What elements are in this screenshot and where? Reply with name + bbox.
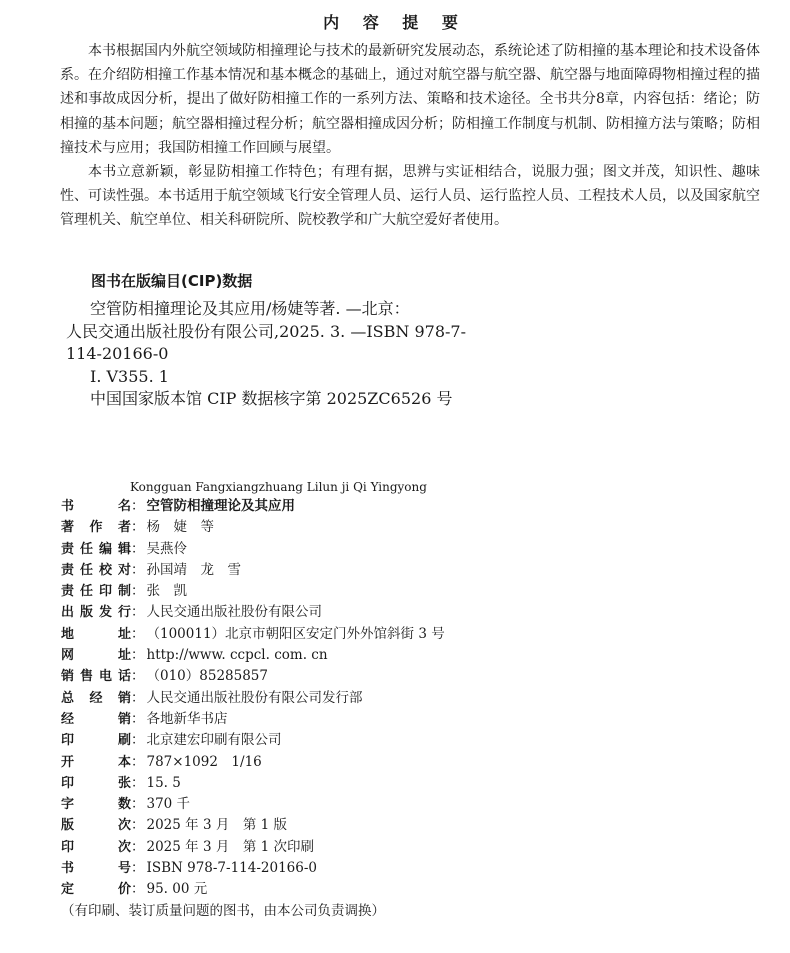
- info-label-char: 责: [61, 541, 75, 557]
- info-colon: ：: [131, 774, 145, 791]
- info-label-char: 本: [117, 754, 131, 770]
- page-title: 内 容 提 要: [323, 13, 467, 32]
- info-value: 787×1092 1/16: [146, 753, 262, 770]
- info-value: 北京建宏印刷有限公司: [146, 732, 282, 749]
- info-value: 95. 00 元: [146, 881, 208, 898]
- info-value: （010）85285857: [146, 668, 268, 685]
- info-row: [61, 794, 761, 815]
- info-label-char: 校: [98, 562, 112, 578]
- info-colon: ：: [131, 668, 145, 685]
- info-label: [61, 794, 131, 815]
- info-label: [61, 837, 131, 858]
- info-label-char: 版: [79, 605, 93, 621]
- info-row: [61, 752, 761, 773]
- cip-line: 人民交通出版社股份有限公司,2025. 3. —ISBN 978-7-: [66, 321, 466, 341]
- cip-line: 空管防相撞理论及其应用/杨婕等著. —北京：: [90, 299, 410, 318]
- info-row: [61, 581, 761, 602]
- info-label: [61, 773, 131, 794]
- info-label: [61, 858, 131, 879]
- info-colon: ：: [131, 583, 145, 600]
- info-label: [61, 752, 131, 773]
- info-label-char: 张: [117, 775, 131, 791]
- info-row: [61, 730, 761, 751]
- info-label-char: 制: [117, 584, 131, 600]
- info-label-char: 行: [117, 605, 131, 621]
- info-colon: ：: [131, 796, 145, 813]
- cip-line: 中国国家版本馆 CIP 数据核字第 2025ZC6526 号: [90, 389, 453, 409]
- info-label: [61, 539, 131, 560]
- info-row: [61, 517, 761, 538]
- info-colon: ：: [131, 625, 145, 642]
- info-label-char: 责: [61, 562, 75, 578]
- info-value: 2025 年 3 月 第 1 次印刷: [146, 838, 314, 855]
- info-label: [61, 496, 131, 517]
- info-label: [61, 709, 131, 730]
- info-value: ISBN 978-7-114-20166-0: [146, 860, 318, 877]
- info-label-char: 辑: [117, 541, 131, 557]
- info-label: [61, 560, 131, 581]
- info-label: [61, 645, 131, 666]
- info-label-char: 任: [79, 541, 93, 557]
- cip-record: [66, 298, 466, 411]
- info-value: http://www. ccpcl. com. cn: [146, 647, 328, 664]
- info-label-char: 电: [98, 669, 112, 685]
- info-row: [61, 815, 761, 836]
- info-label-char: 号: [117, 861, 131, 877]
- info-label: [61, 602, 131, 623]
- info-row: [61, 624, 761, 645]
- info-row: [61, 539, 761, 560]
- info-label: [61, 730, 131, 751]
- info-value: 各地新华书店: [146, 710, 228, 727]
- info-colon: ：: [131, 860, 145, 877]
- info-colon: ：: [131, 604, 145, 621]
- info-label-char: 著: [61, 520, 75, 536]
- info-label: [61, 815, 131, 836]
- info-label-char: 售: [79, 669, 93, 685]
- info-label-char: 名: [117, 499, 131, 514]
- info-row: [61, 773, 761, 794]
- info-row: [61, 645, 761, 666]
- cip-line: Ⅰ. V355. 1: [90, 366, 169, 386]
- info-row: [61, 709, 761, 730]
- info-label-char: 责: [61, 584, 75, 600]
- info-value: 2025 年 3 月 第 1 版: [146, 817, 287, 834]
- info-label-char: 次: [117, 839, 131, 855]
- info-label: [61, 879, 131, 900]
- info-label-char: 经: [61, 711, 75, 727]
- info-row: [61, 560, 761, 581]
- summary-paragraph: 本书立意新颖，彰显防相撞工作特色；有理有据，思辨与实证相结合，说服力强；图文并茂，知识性、趣味性、可读性强。本书适用于航空领域飞行安全管理人员、运行人员、运行监控人员、工程技术人员，以及国家航空管理机关、航空单位、相关科研院所、院校教学和广大航空爱好者使用。: [60, 164, 760, 229]
- info-label-char: 总: [61, 690, 75, 706]
- info-label-char: 出: [61, 605, 75, 621]
- info-label: [61, 581, 131, 602]
- info-label: [61, 666, 131, 687]
- info-label-char: 书: [61, 861, 75, 877]
- info-value: （100011）北京市朝阳区安定门外外馆斜街 3 号: [146, 625, 445, 642]
- info-label-char: 销: [117, 690, 131, 706]
- info-label-char: 地: [61, 626, 75, 642]
- info-label-char: 话: [117, 669, 131, 685]
- cip-heading: 图书在版编目(CIP)数据: [91, 272, 253, 290]
- info-label-char: 销: [61, 669, 75, 685]
- info-colon: ：: [131, 689, 145, 706]
- info-label-char: 价: [117, 882, 131, 898]
- info-label-char: 发: [98, 605, 112, 621]
- info-label-char: 任: [79, 584, 93, 600]
- info-label-char: 定: [61, 882, 75, 898]
- info-label-char: 印: [98, 584, 112, 600]
- info-row: [61, 879, 761, 900]
- quality-note: （有印刷、装订质量问题的图书，由本公司负责调换）: [61, 902, 385, 919]
- info-value: 张 凯: [146, 583, 187, 600]
- info-value: 15. 5: [146, 774, 181, 791]
- info-row: [61, 666, 761, 687]
- info-label-char: 字: [61, 797, 75, 813]
- info-label-char: 销: [117, 711, 131, 727]
- info-row: [61, 837, 761, 858]
- info-colon: ：: [131, 838, 145, 855]
- info-colon: ：: [131, 753, 145, 770]
- info-value: 空管防相撞理论及其应用: [146, 498, 295, 514]
- info-value: 孙国靖 龙 雪: [146, 561, 241, 578]
- info-label-char: 对: [117, 562, 131, 578]
- info-value: 人民交通出版社股份有限公司: [146, 604, 322, 621]
- info-colon: ：: [131, 647, 145, 664]
- info-label-char: 网: [61, 648, 75, 664]
- info-colon: ：: [131, 817, 145, 834]
- info-label-char: 址: [117, 626, 131, 642]
- info-label-char: 编: [98, 541, 112, 557]
- info-colon: ：: [131, 710, 145, 727]
- info-colon: ：: [131, 519, 145, 536]
- info-colon: ：: [131, 540, 145, 557]
- info-value: 人民交通出版社股份有限公司发行部: [146, 689, 363, 706]
- info-label-char: 开: [61, 754, 75, 770]
- info-label-char: 者: [117, 520, 131, 536]
- publication-info-table: [61, 496, 761, 922]
- info-label: [61, 688, 131, 709]
- summary-section: [60, 39, 760, 233]
- info-row: [61, 858, 761, 879]
- info-label-char: 书: [61, 499, 75, 514]
- info-value: 杨 婕 等: [146, 519, 214, 536]
- info-label: [61, 624, 131, 645]
- info-colon: ：: [131, 881, 145, 898]
- summary-paragraph: 本书根据国内外航空领域防相撞理论与技术的最新研究发展动态，系统论述了防相撞的基本理论和技术设备体系。在介绍防相撞工作基本情况和基本概念的基础上，通过对航空器与航空器、航空器与地面障碍物相撞过程的描述和事故成因分析，提出了做好防相撞工作的一系列方法、策略和技术途径。全书共分8章，内容包括：绪论；防相撞的基本问题；航空器相撞过程分析；航空器相撞成因分析；防相撞工作制度与机制、防相撞方法与策略；防相撞技术与应用；我国防相撞工作回顾与展望。: [60, 43, 760, 156]
- info-value: 370 千: [146, 796, 191, 813]
- info-label-char: 印: [61, 775, 75, 791]
- info-label-char: 版: [61, 818, 75, 834]
- info-colon: ：: [131, 561, 145, 578]
- info-label-char: 任: [79, 562, 93, 578]
- info-row: [61, 602, 761, 623]
- info-label-char: 址: [117, 648, 131, 664]
- info-label-char: 数: [117, 797, 131, 813]
- info-label-char: 印: [61, 733, 75, 749]
- info-row: [61, 496, 761, 517]
- cip-line: 114-20166-0: [66, 344, 169, 364]
- info-label-char: 刷: [117, 733, 131, 749]
- info-value: 吴燕伶: [146, 540, 187, 557]
- info-label-char: 经: [89, 690, 103, 706]
- info-label: [61, 517, 131, 538]
- info-label-char: 次: [117, 818, 131, 834]
- info-label-char: 作: [89, 520, 103, 536]
- info-row: [61, 688, 761, 709]
- info-label-char: 印: [61, 839, 75, 855]
- pinyin-title: Kongguan Fangxiangzhuang Lilun ji Qi Yingyong: [130, 480, 427, 494]
- info-colon: ：: [131, 498, 145, 514]
- info-colon: ：: [131, 732, 145, 749]
